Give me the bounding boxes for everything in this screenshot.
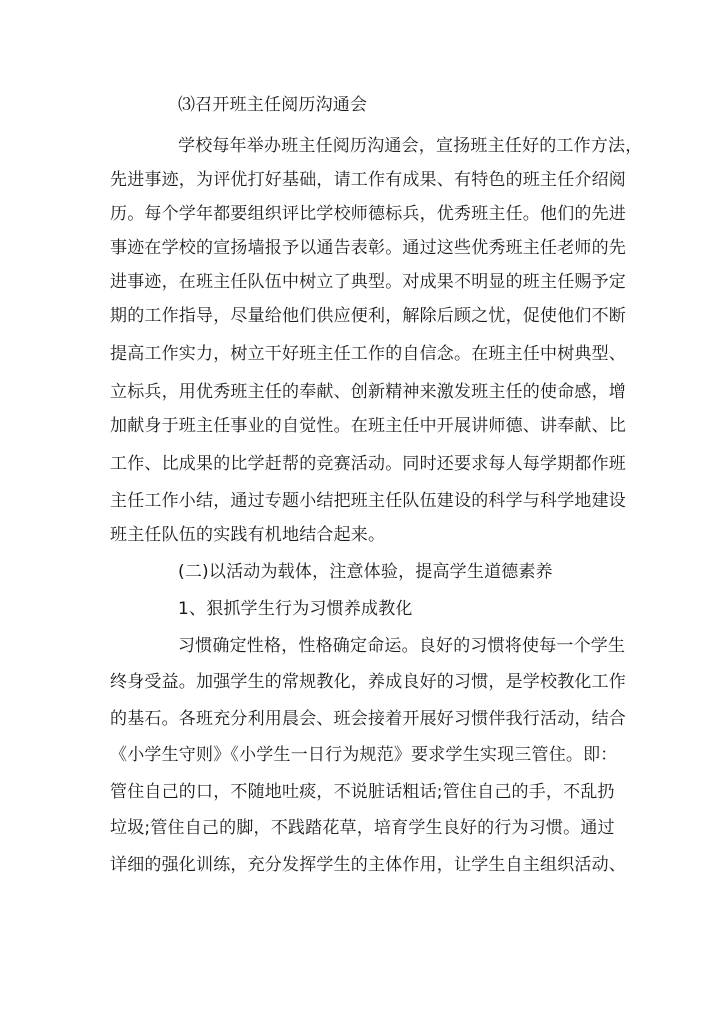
paragraph-line: 终身受益。加强学生的常规教化，养成良好的习惯，是学校教化工作 [110, 672, 626, 692]
subsection-heading: 1、狠抓学生行为习惯养成教化 [178, 599, 413, 619]
paragraph-line: 《小学生守则》《小学生一日行为规范》要求学生实现三管住。即： [110, 745, 618, 765]
paragraph-line: 加献身于班主任事业的自觉性。在班主任中开展讲师德、讲奉献、比 [110, 416, 626, 436]
paragraph-line: 习惯确定性格，性格确定命运。良好的习惯将使每一个学生 [178, 636, 626, 656]
paragraph-line: 班主任队伍的实践有机地结合起来。 [110, 525, 386, 545]
paragraph-line: 先进事迹，为评优打好基础，请工作有成果、有特色的班主任介绍阅 [110, 170, 626, 190]
paragraph-line: 学校每年举办班主任阅历沟通会，宣扬班主任好的工作方法， [178, 136, 643, 156]
paragraph-line: 提高工作实力，树立干好班主任工作的自信念。在班主任中树典型、 [110, 344, 626, 364]
heading-3: ⑶召开班主任阅历沟通会 [178, 95, 368, 115]
paragraph-line: 历。每个学年都要组织评比学校师德标兵，优秀班主任。他们的先进 [110, 204, 626, 224]
section-heading: (二)以活动为载体，注意体验，提高学生道德素养 [178, 562, 553, 582]
paragraph-line: 期的工作指导，尽量给他们供应便利，解除后顾之忧，促使他们不断 [110, 306, 626, 326]
paragraph-line: 详细的强化训练，充分发挥学生的主体作用，让学生自主组织活动、 [110, 855, 626, 875]
paragraph-line: 管住自己的口，不随地吐痰，不说脏话粗话;管住自己的手，不乱扔 [110, 782, 615, 802]
paragraph-line: 的基石。各班充分利用晨会、班会接着开展好习惯伴我行活动，结合 [110, 709, 626, 729]
paragraph-line: 工作、比成果的比学赶帮的竞赛活动。同时还要求每人每学期都作班 [110, 454, 626, 474]
paragraph-line: 主任工作小结，通过专题小结把班主任队伍建设的科学与科学地建设 [110, 491, 626, 511]
paragraph-line: 立标兵，用优秀班主任的奉献、创新精神来激发班主任的使命感，增 [110, 382, 626, 402]
paragraph-line: 事迹在学校的宣扬墙报予以通告表彰。通过这些优秀班主任老师的先 [110, 238, 626, 258]
paragraph-line: 进事迹，在班主任队伍中树立了典型。对成果不明显的班主任赐予定 [110, 272, 626, 292]
paragraph-line: 垃圾;管住自己的脚，不践踏花草，培育学生良好的行为习惯。通过 [110, 818, 615, 838]
